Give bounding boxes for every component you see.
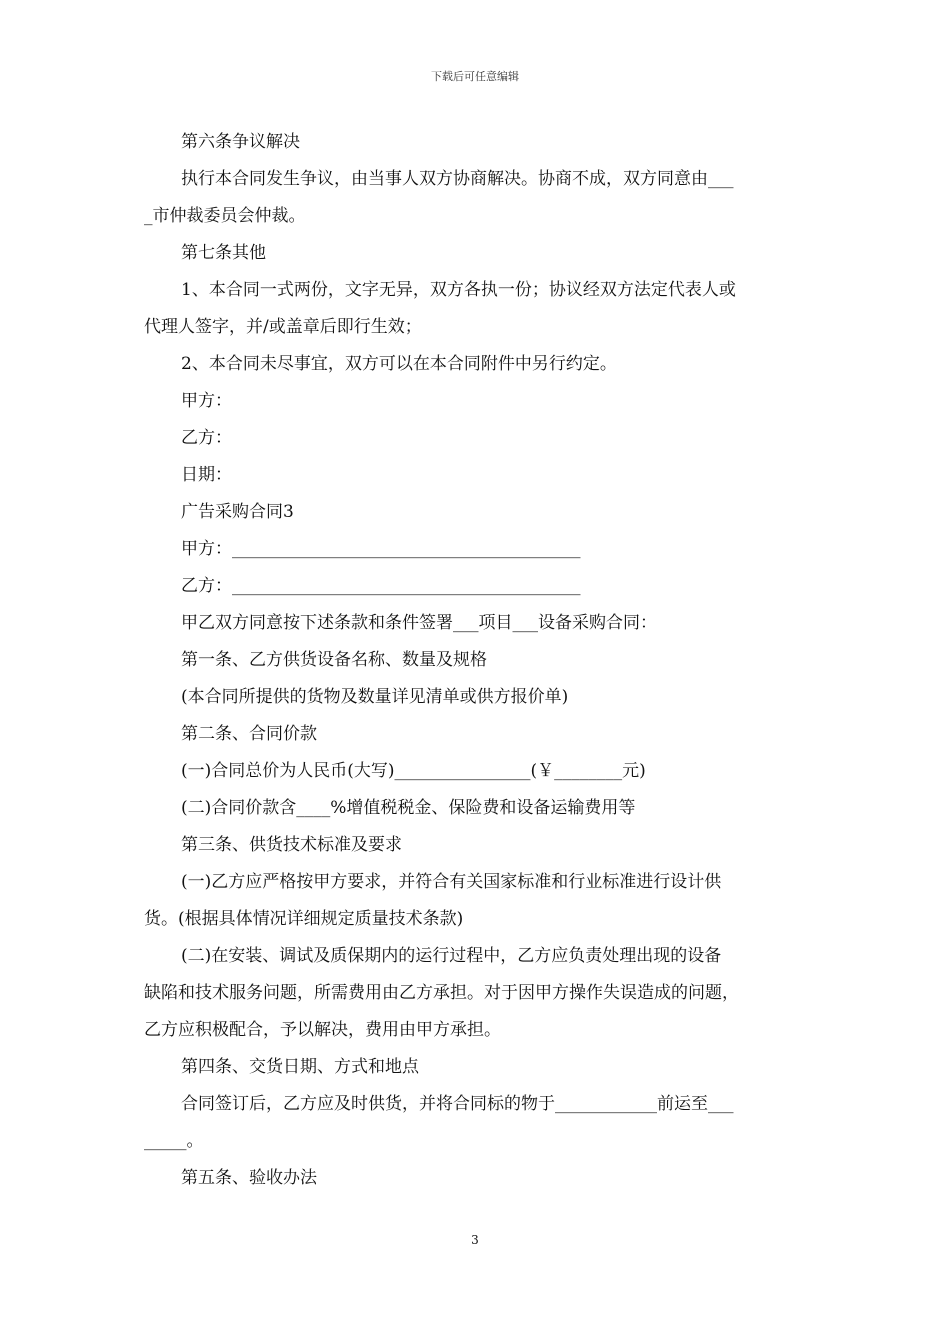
paragraph-line: 合同签订后，乙方应及时供货，并将合同标的物于____________前运至___ xyxy=(181,1094,734,1114)
date-label: 日期： xyxy=(181,465,232,485)
document-body xyxy=(144,124,808,1197)
paragraph-line: (二)合同价款含____%增值税税金、保险费和设备运输费用等 xyxy=(181,798,636,818)
party-b-label: 乙方： xyxy=(181,428,232,448)
paragraph-line: (一)乙方应严格按甲方要求，并符合有关国家标准和行业标准进行设计供 xyxy=(181,872,722,892)
section-heading-3: 第三条、供货技术标准及要求 xyxy=(181,835,402,855)
paragraph-line: 缺陷和技术服务问题，所需费用由乙方承担。对于因甲方操作失误造成的问题， xyxy=(144,983,739,1003)
paragraph-line: 1、本合同一式两份，文字无异，双方各执一份；协议经双方法定代表人或 xyxy=(181,280,736,300)
paragraph-line: (本合同所提供的货物及数量详见清单或供方报价单) xyxy=(181,687,569,707)
section-heading-4: 第四条、交货日期、方式和地点 xyxy=(181,1057,419,1077)
party-a-label: 甲方： xyxy=(181,391,232,411)
section-heading-2: 第二条、合同价款 xyxy=(181,724,317,744)
paragraph-line: _____。 xyxy=(144,1131,204,1151)
page-number: 3 xyxy=(471,1233,479,1247)
paragraph-line: 代理人签字，并/或盖章后即行生效； xyxy=(144,317,422,337)
section-heading-6: 第六条争议解决 xyxy=(181,132,300,152)
paragraph-line: 甲乙双方同意按下述条款和条件签署___项目___设备采购合同： xyxy=(181,613,657,633)
party-b-blank: 乙方：_________________________________________ xyxy=(181,576,581,596)
paragraph-line: 乙方应积极配合，予以解决，费用由甲方承担。 xyxy=(144,1020,501,1040)
section-heading-1: 第一条、乙方供货设备名称、数量及规格 xyxy=(181,650,487,670)
paragraph-line: 2、本合同未尽事宜，双方可以在本合同附件中另行约定。 xyxy=(181,354,617,374)
paragraph-line: 执行本合同发生争议，由当事人双方协商解决。协商不成，双方同意由___ xyxy=(181,169,734,189)
paragraph-line: _市仲裁委员会仲裁。 xyxy=(144,206,306,226)
section-heading-5: 第五条、验收办法 xyxy=(181,1168,317,1188)
paragraph-line: (二)在安装、调试及质保期内的运行过程中，乙方应负责处理出现的设备 xyxy=(181,946,722,966)
section-heading-7: 第七条其他 xyxy=(181,243,266,263)
party-a-blank: 甲方：_________________________________________ xyxy=(181,539,581,559)
contract-title: 广告采购合同3 xyxy=(181,502,294,522)
paragraph-line: 货。(根据具体情况详细规定质量技术条款) xyxy=(144,909,464,929)
page-header-note: 下载后可任意编辑 xyxy=(431,70,519,83)
paragraph-line: (一)合同总价为人民币(大写)________________(￥________元) xyxy=(181,761,646,781)
